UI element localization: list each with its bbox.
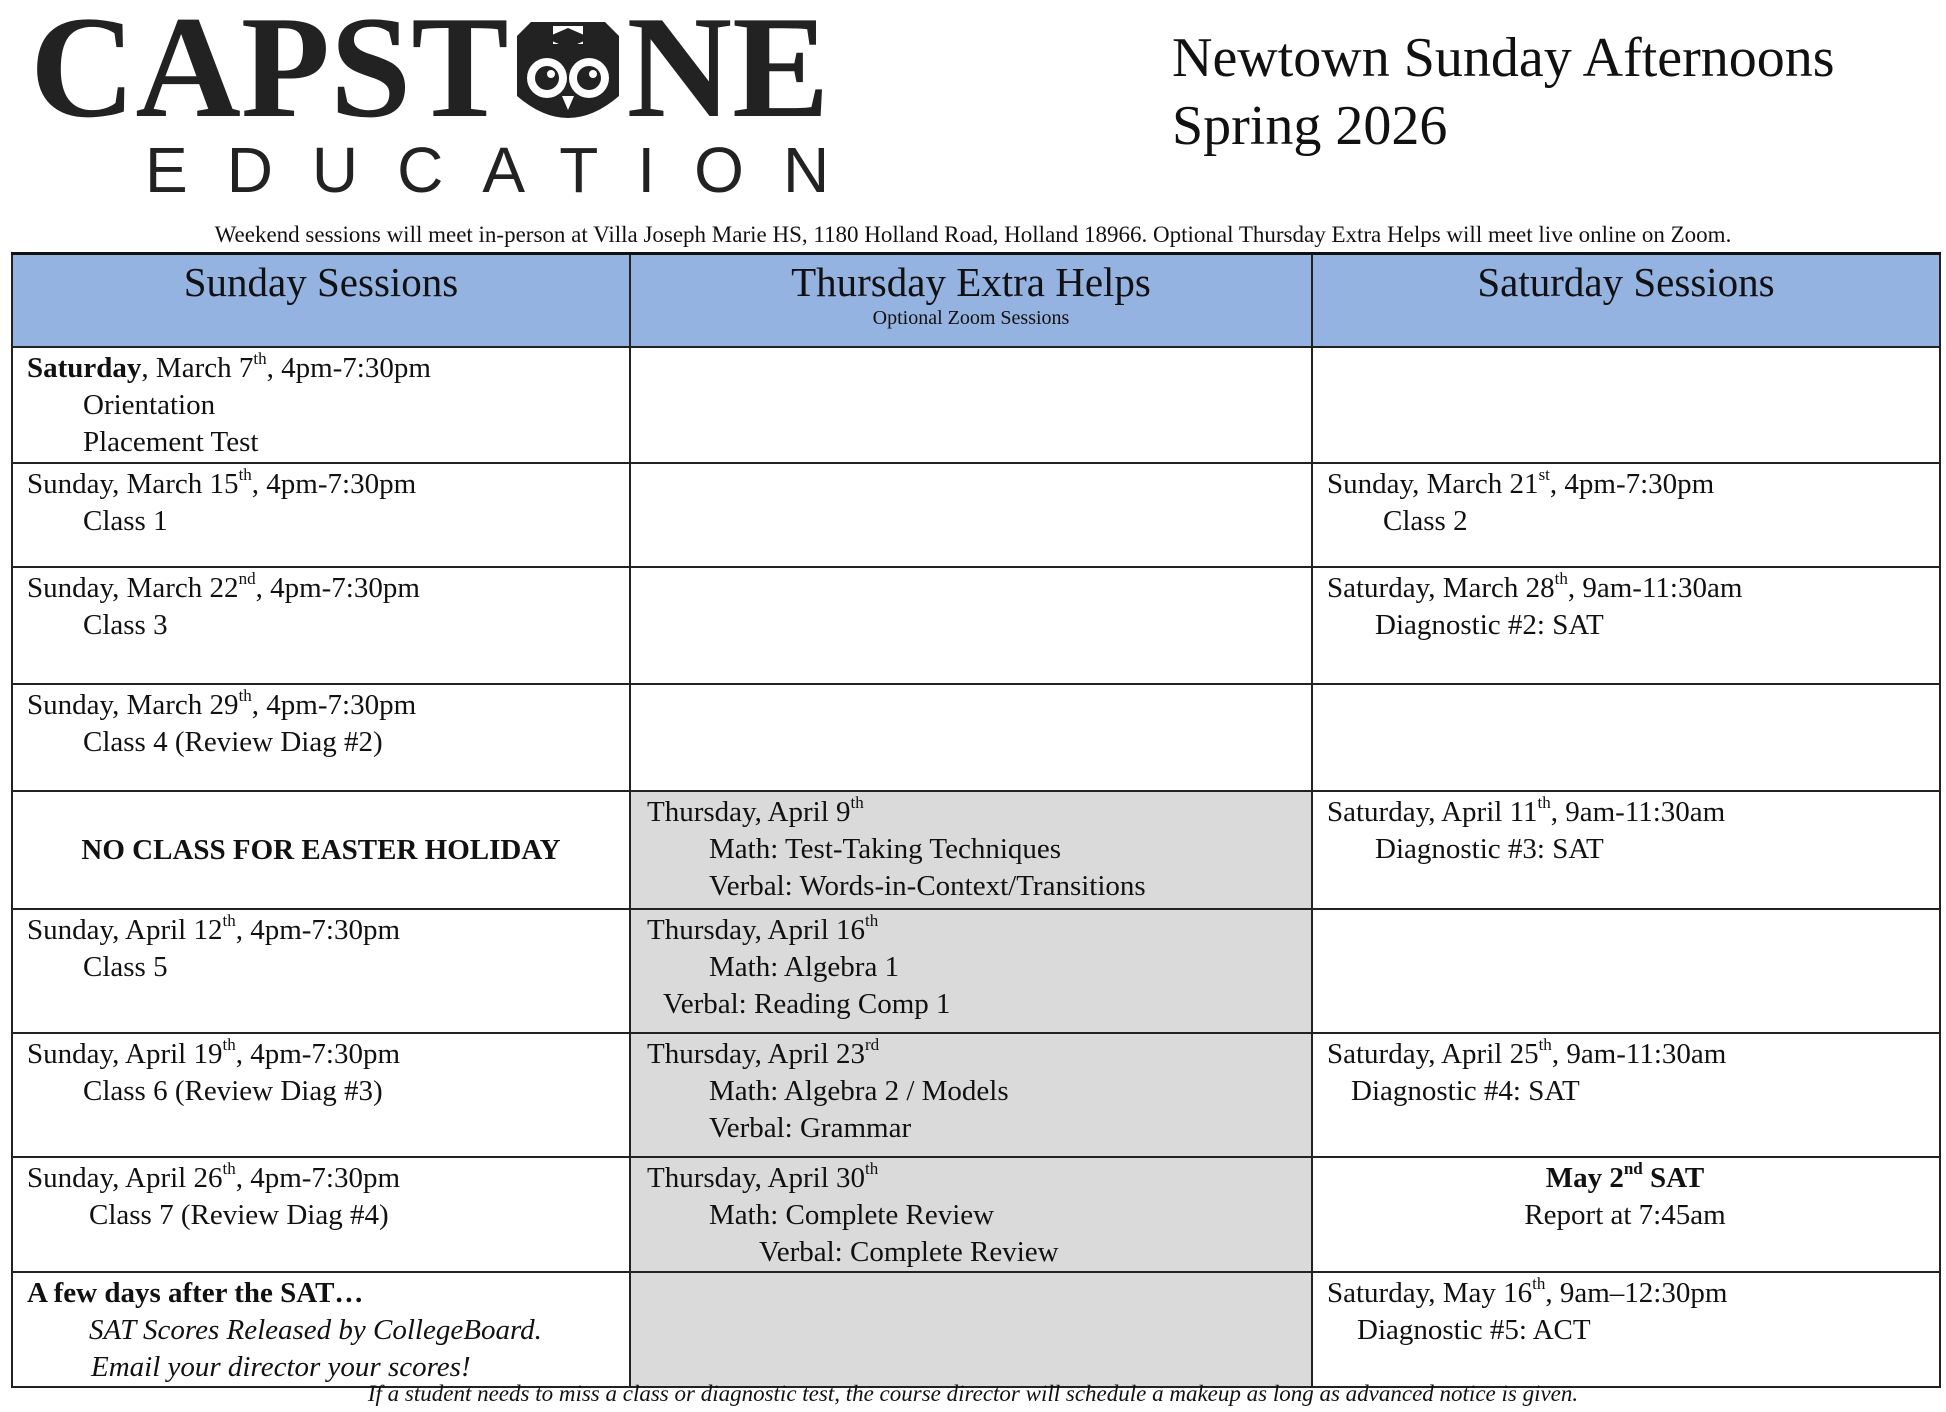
session-time: , 4pm-7:30pm: [251, 689, 417, 721]
session-detail: Math: Complete Review: [709, 1199, 995, 1231]
session-date: [27, 1036, 613, 1073]
saturday-cell: [1312, 347, 1940, 463]
table-row: [12, 347, 1940, 463]
date-suffix: th: [222, 1035, 236, 1054]
session-date: [1327, 466, 1923, 503]
owl-icon: [509, 16, 627, 134]
table-row: [12, 463, 1940, 567]
scores-note: Email your director your scores!: [91, 1351, 471, 1383]
session-time: , 4pm-7:30pm: [1549, 468, 1715, 500]
session-detail: Class 1: [83, 505, 168, 537]
session-detail: Diagnostic #4: SAT: [1351, 1075, 1580, 1107]
saturday-cell: [1312, 567, 1940, 684]
table-row: [12, 909, 1940, 1033]
date-text: Sunday, April 19: [27, 1038, 223, 1070]
date-suffix: th: [222, 1159, 236, 1178]
sunday-cell: [12, 1157, 630, 1272]
session-detail: Class 6 (Review Diag #3): [83, 1075, 383, 1107]
date-suffix: th: [1537, 793, 1551, 812]
date-suffix: th: [222, 911, 236, 930]
thursday-cell: [630, 567, 1312, 684]
sunday-cell: [12, 347, 630, 463]
schedule-table: [11, 252, 1941, 1388]
page-title: [1172, 24, 1942, 160]
thursday-cell: [630, 1157, 1312, 1272]
table-row: [12, 567, 1940, 684]
holiday-notice: NO CLASS FOR EASTER HOLIDAY: [81, 833, 561, 866]
session-date: [27, 1160, 613, 1197]
date-suffix: th: [865, 911, 879, 930]
session-detail: Math: Algebra 2 / Models: [709, 1075, 1009, 1107]
date-text: Sunday, March 21: [1327, 468, 1539, 500]
header-thursday-label: Thursday Extra Helps: [791, 259, 1151, 305]
title-line-2: Spring 2026: [1172, 95, 1448, 157]
thursday-cell: [630, 1033, 1312, 1157]
session-date: [647, 1160, 1295, 1197]
date-suffix: th: [850, 793, 864, 812]
session-time: , 4pm-7:30pm: [235, 1038, 401, 1070]
session-time: , 4pm-7:30pm: [251, 468, 417, 500]
thursday-cell: [630, 791, 1312, 909]
sunday-cell: [12, 909, 630, 1033]
date-text: Thursday, April 23: [647, 1038, 866, 1070]
session-date: [1327, 1275, 1923, 1312]
date-text: Saturday, April 25: [1327, 1038, 1539, 1070]
report-time: Report at 7:45am: [1524, 1199, 1726, 1231]
session-detail: Class 5: [83, 951, 168, 983]
date-suffix: rd: [865, 1035, 880, 1054]
session-date: [27, 466, 613, 503]
session-detail: Verbal: Complete Review: [759, 1236, 1059, 1268]
date-suffix: th: [1532, 1274, 1546, 1293]
date-text: Sunday, April 26: [27, 1162, 223, 1194]
header-saturday-label: Saturday Sessions: [1477, 259, 1775, 305]
date-suffix: th: [238, 686, 252, 705]
session-time: , 9am–12:30pm: [1545, 1277, 1728, 1309]
capstone-logo: [30, 0, 960, 148]
header-sunday-label: Sunday Sessions: [183, 259, 459, 305]
session-detail: Math: Algebra 1: [709, 951, 900, 983]
session-date: [1327, 794, 1923, 831]
title-line-1: Newtown Sunday Afternoons: [1172, 27, 1835, 89]
date-text: Saturday, April 11: [1327, 796, 1538, 828]
date-suffix: th: [1554, 569, 1568, 588]
date-text: Saturday, March 28: [1327, 572, 1555, 604]
sat-test-text: May 2: [1545, 1162, 1624, 1194]
saturday-cell: [1312, 1272, 1940, 1387]
location-note: Weekend sessions will meet in-person at Villa Joseph Marie HS, 1180 Holland Road, Holland 18966. Optional Thursday Extra Helps will meet live online on Zoom.: [214, 222, 1732, 247]
date-text: Thursday, April 30: [647, 1162, 866, 1194]
table-row: [12, 791, 1940, 909]
sunday-cell: [12, 463, 630, 567]
session-time: , 4pm-7:30pm: [266, 352, 431, 384]
saturday-cell: [1312, 1033, 1940, 1157]
date-text: Saturday, May 16: [1327, 1277, 1533, 1309]
scores-note: SAT Scores Released by CollegeBoard.: [89, 1314, 542, 1346]
date-text: Sunday, March 22: [27, 572, 239, 604]
sunday-cell: [12, 1272, 630, 1387]
saturday-cell: [1312, 1157, 1940, 1272]
header-thursday: [630, 254, 1312, 348]
session-date: [647, 1036, 1295, 1073]
session-time: , 4pm-7:30pm: [255, 572, 420, 604]
sunday-cell: [12, 567, 630, 684]
thursday-cell: [630, 909, 1312, 1033]
saturday-cell: [1312, 463, 1940, 567]
saturday-cell: [1312, 909, 1940, 1033]
date-suffix: th: [1538, 1035, 1552, 1054]
session-detail: Class 7 (Review Diag #4): [89, 1199, 389, 1231]
date-suffix: th: [238, 465, 252, 484]
session-date: [27, 912, 613, 949]
header-sunday: [12, 254, 630, 348]
sat-test-label: SAT: [1642, 1162, 1705, 1194]
after-sat-heading: A few days after the SAT…: [27, 1277, 364, 1309]
session-date: [1327, 1036, 1923, 1073]
date-suffix: st: [1538, 465, 1550, 484]
session-date: [27, 570, 613, 607]
date-text: Sunday, April 12: [27, 914, 223, 946]
session-date: [647, 794, 1295, 831]
session-detail: Diagnostic #2: SAT: [1375, 609, 1604, 641]
sunday-cell: [12, 791, 630, 909]
header-thursday-sub: Optional Zoom Sessions: [872, 307, 1070, 329]
saturday-cell: [1312, 684, 1940, 791]
date-suffix: nd: [238, 569, 256, 588]
header-saturday: [1312, 254, 1940, 348]
session-time: , 9am-11:30am: [1550, 796, 1726, 828]
date-text: Sunday, March 15: [27, 468, 239, 500]
date-text: , March 7: [141, 352, 254, 384]
session-day: Saturday: [27, 352, 142, 384]
session-detail: Orientation: [83, 389, 216, 421]
logo-word-left: CAPST: [30, 0, 509, 148]
logo-word-right: NE: [626, 0, 830, 148]
table-row: [12, 684, 1940, 791]
sunday-cell: [12, 1033, 630, 1157]
makeup-note: If a student needs to miss a class or diagnostic test, the course director will schedule a makeup as long as advanced notice is given.: [367, 1381, 1579, 1406]
session-time: , 9am-11:30am: [1567, 572, 1743, 604]
session-detail: Class 2: [1383, 505, 1468, 537]
session-detail: Diagnostic #3: SAT: [1375, 833, 1604, 865]
session-detail: Verbal: Words-in-Context/Transitions: [709, 870, 1146, 902]
session-time: , 4pm-7:30pm: [235, 914, 401, 946]
session-detail: Placement Test: [83, 426, 259, 458]
session-date: [27, 687, 613, 724]
header-row: [12, 254, 1940, 348]
session-detail: Verbal: Reading Comp 1: [663, 988, 951, 1020]
thursday-cell: [630, 684, 1312, 791]
date-suffix: th: [865, 1159, 879, 1178]
table-row: [12, 1033, 1940, 1157]
session-date: [27, 350, 613, 387]
sunday-cell: [12, 684, 630, 791]
session-time: , 4pm-7:30pm: [235, 1162, 401, 1194]
date-text: Sunday, March 29: [27, 689, 239, 721]
session-detail: Class 4 (Review Diag #2): [83, 726, 383, 758]
session-detail: Math: Test-Taking Techniques: [709, 833, 1062, 865]
thursday-cell: [630, 347, 1312, 463]
date-text: Thursday, April 9: [647, 796, 851, 828]
session-detail: Verbal: Grammar: [709, 1112, 912, 1144]
thursday-cell: [630, 463, 1312, 567]
session-date: [1327, 570, 1923, 607]
saturday-cell: [1312, 791, 1940, 909]
date-suffix: nd: [1623, 1159, 1643, 1178]
session-detail: Diagnostic #5: ACT: [1357, 1314, 1591, 1346]
logo-subtitle: EDUCATION: [145, 134, 869, 206]
session-time: , 9am-11:30am: [1551, 1038, 1727, 1070]
session-detail: Class 3: [83, 609, 168, 641]
table-row: [12, 1272, 1940, 1387]
sat-test-date: [1327, 1160, 1923, 1197]
session-date: [647, 912, 1295, 949]
date-suffix: th: [253, 349, 267, 368]
table-row: [12, 1157, 1940, 1272]
thursday-cell: [630, 1272, 1312, 1387]
date-text: Thursday, April 16: [647, 914, 866, 946]
